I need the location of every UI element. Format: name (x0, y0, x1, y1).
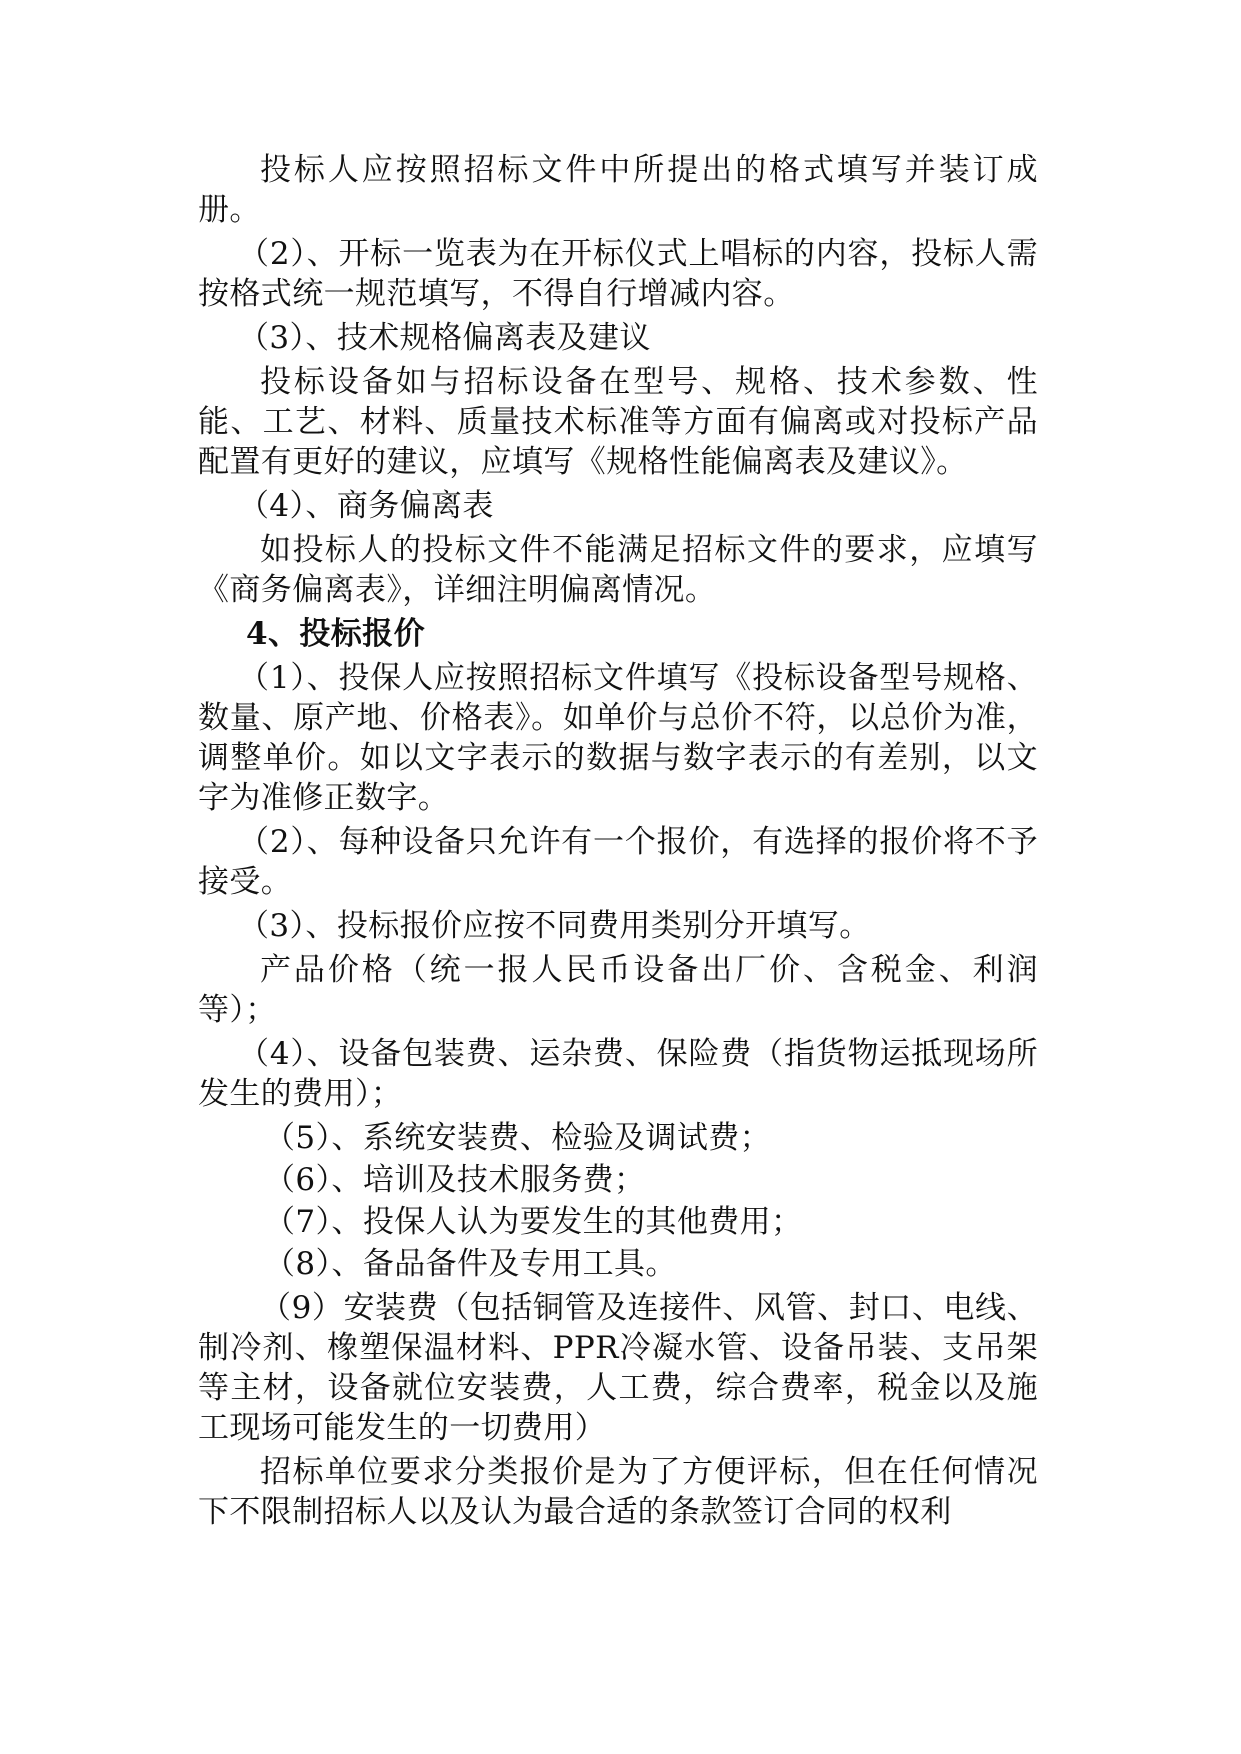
paragraph-price-item-7: （7）、投保人认为要发生的其他费用； (264, 1204, 803, 1240)
paragraph-opening-list: （2）、开标一览表为在开标仪式上唱标的内容，投标人需按格式统一规范填写，不得自行增减内容。 (198, 236, 1038, 312)
paragraph-price-item-3: （3）、投标报价应按不同费用类别分开填写。 (238, 908, 871, 944)
paragraph-product-price: 产品价格（统一报人民币设备出厂价、含税金、利润等）； (198, 952, 1038, 1028)
paragraph-tech-deviation-body: 投标设备如与招标设备在型号、规格、技术参数、性能、工艺、材料、质量技术标准等方面有偏离或对投标产品配置有更好的建议，应填写《规格性能偏离表及建议》。 (198, 364, 1038, 480)
paragraph-price-item-4: （4）、设备包装费、运杂费、保险费（指货物运抵现场所发生的费用）； (198, 1036, 1038, 1112)
paragraph-binding-instruction: 投标人应按照招标文件中所提出的格式填写并装订成册。 (198, 152, 1038, 228)
section-heading-bid-price: 4、投标报价 (246, 616, 425, 652)
paragraph-business-deviation-heading: （4）、商务偏离表 (238, 488, 494, 524)
paragraph-business-deviation-body: 如投标人的投标文件不能满足招标文件的要求，应填写《商务偏离表》，详细注明偏离情况。 (198, 532, 1038, 608)
paragraph-price-item-5: （5）、系统安装费、检验及调试费； (264, 1120, 772, 1156)
paragraph-classified-pricing: 招标单位要求分类报价是为了方便评标，但在任何情况下不限制招标人以及认为最合适的条款签订合同的权利 (198, 1454, 1038, 1530)
paragraph-price-item-6: （6）、培训及技术服务费； (264, 1162, 646, 1198)
document-page (198, 150, 1038, 1536)
paragraph-tech-deviation-heading: （3）、技术规格偏离表及建议 (238, 320, 651, 356)
paragraph-price-item-9: （9）安装费（包括铜管及连接件、风管、封口、电线、制冷剂、橡塑保温材料、PPR冷凝水管、设备吊装、支吊架等主材，设备就位安装费，人工费，综合费率，税金以及施工现场可能发生的一切费用） (198, 1290, 1038, 1446)
paragraph-price-item-8: （8）、备品备件及专用工具。 (264, 1246, 677, 1282)
paragraph-price-item-1: （1）、投保人应按照招标文件填写《投标设备型号规格、数量、原产地、价格表》。如单价与总价不符，以总价为准，调整单价。如以文字表示的数据与数字表示的有差别，以文字为准修正数字。 (198, 660, 1038, 816)
paragraph-price-item-2: （2）、每种设备只允许有一个报价，有选择的报价将不予接受。 (198, 824, 1038, 900)
